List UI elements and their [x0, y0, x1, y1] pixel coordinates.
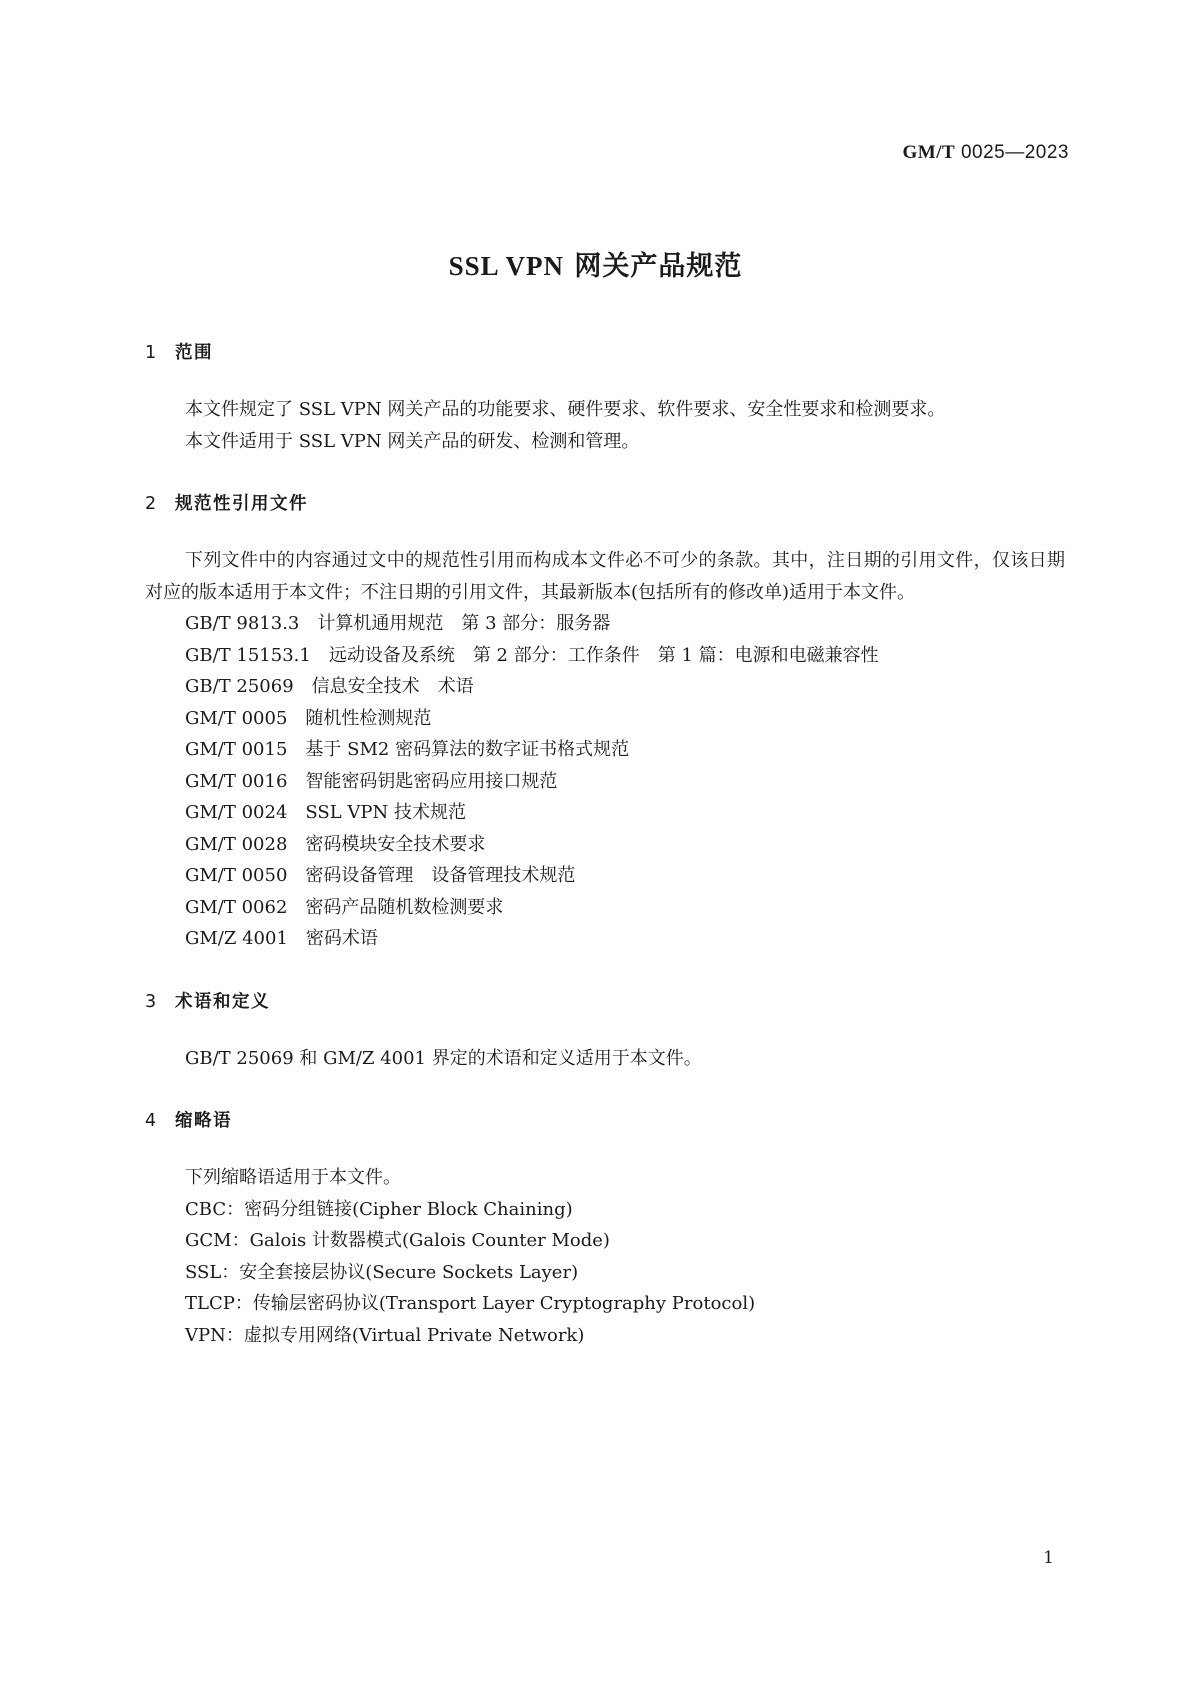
document-title	[0, 244, 1191, 283]
reference-item: GB/T 9813.3 计算机通用规范 第 3 部分：服务器	[185, 613, 611, 634]
reference-item: GM/T 0016 智能密码钥匙密码应用接口规范	[185, 770, 558, 792]
abbreviation-item: CBC：密码分组链接(Cipher Block Chaining)	[185, 1198, 573, 1220]
section-title: 缩略语	[175, 1111, 232, 1131]
title-chinese: 网关产品规范	[563, 251, 743, 282]
section-number: 3	[145, 991, 158, 1012]
standard-code	[903, 142, 1070, 164]
reference-list	[145, 608, 1065, 955]
standard-code-prefix: GM/T	[902, 142, 956, 163]
section-scope	[145, 340, 1065, 457]
section-heading	[145, 491, 1065, 517]
abbreviation-item: GCM：Galois 计数器模式(Galois Counter Mode)	[185, 1230, 610, 1251]
paragraph: 本文件适用于 SSL VPN 网关产品的研发、检测和管理。	[185, 430, 640, 452]
paragraph: 本文件规定了 SSL VPN 网关产品的功能要求、硬件要求、软件要求、安全性要求和检测要求。	[185, 399, 946, 420]
reference-item: GM/T 0028 密码模块安全技术要求	[185, 833, 486, 855]
abbreviation-item: TLCP：传输层密码协议(Transport Layer Cryptography Protocol)	[185, 1293, 756, 1314]
section-heading	[145, 340, 1065, 366]
section-number: 4	[145, 1111, 158, 1131]
section-title: 范围	[175, 343, 213, 363]
page-number: 1	[1043, 1548, 1054, 1568]
reference-item: GM/Z 4001 密码术语	[185, 928, 378, 949]
reference-item: GB/T 25069 信息安全技术 术语	[185, 676, 474, 697]
section-heading	[145, 1108, 1065, 1134]
section-normative-references	[145, 491, 1065, 955]
reference-item: GM/T 0062 密码产品随机数检测要求	[185, 896, 504, 918]
standard-code-number: 0025—2023	[960, 142, 1069, 163]
section-number: 2	[145, 494, 158, 514]
section-title: 术语和定义	[175, 991, 270, 1012]
title-latin: SSL VPN	[448, 251, 564, 281]
reference-item: GM/T 0024 SSL VPN 技术规范	[185, 802, 467, 823]
section-heading	[145, 989, 1065, 1015]
paragraph: GB/T 25069 和 GM/Z 4001 界定的术语和定义适用于本文件。	[185, 1047, 702, 1069]
abbreviation-item: SSL：安全套接层协议(Secure Sockets Layer)	[185, 1261, 579, 1283]
reference-item: GB/T 15153.1 远动设备及系统 第 2 部分：工作条件 第 1 篇：电源和电磁兼容性	[185, 644, 879, 666]
section-terms-definitions	[145, 989, 1065, 1075]
abbreviation-item: VPN：虚拟专用网络(Virtual Private Network)	[185, 1324, 585, 1346]
reference-item: GM/T 0015 基于 SM2 密码算法的数字证书格式规范	[185, 739, 630, 760]
reference-item: GM/T 0050 密码设备管理 设备管理技术规范	[185, 865, 576, 886]
reference-item: GM/T 0005 随机性检测规范	[185, 707, 432, 729]
paragraph: 下列缩略语适用于本文件。	[185, 1167, 401, 1188]
section-number: 1	[145, 343, 158, 363]
section-title: 规范性引用文件	[175, 494, 308, 514]
document-body	[145, 340, 1065, 1385]
section-abbreviations	[145, 1108, 1065, 1351]
paragraph: 下列文件中的内容通过文中的规范性引用而构成本文件必不可少的条款。其中，注日期的引用文件，仅该日期对应的版本适用于本文件；不注日期的引用文件，其最新版本(包括所有的修改单)适用于本文件。	[145, 550, 1065, 603]
